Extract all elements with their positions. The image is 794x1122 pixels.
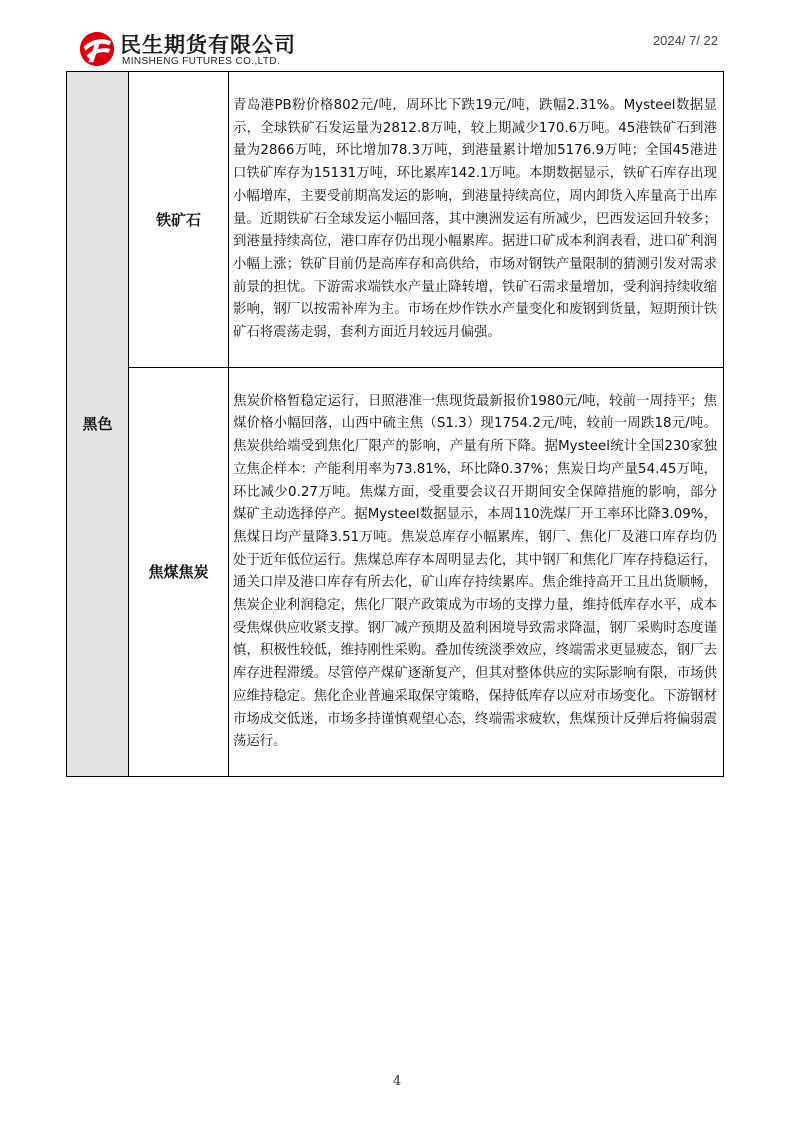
table-row xyxy=(67,72,724,368)
page-number: 4 xyxy=(392,1074,402,1089)
item-cell-coke-coal: 焦煤焦炭 xyxy=(129,367,229,776)
minsheng-logo-icon xyxy=(78,30,116,68)
item-cell-iron-ore: 铁矿石 xyxy=(129,72,229,368)
analysis-text-iron-ore: 青岛港PB粉价格802元/吨，周环比下跌19元/吨，跌幅2.31%。Mysteel数据显示，全球铁矿石发运量为2812.8万吨，较上期减少170.6万吨。45港铁矿石到港量为2866万吨，环比增加78.3万吨，到港量累计增加5176.9万吨；全国45港进口铁矿库存为15131万吨，环比累库142.1万吨。本期数据显示，铁矿石库存出现小幅增库，主要受前期高发运的影响，到港量持续高位，周内卸货入库量高于出库量。近期铁矿石全球发运小幅回落，其中澳洲发运有所减少，巴西发运回升较多；到港量持续高位，港口库存仍出现小幅累库。据进口矿成本利润表看，进口矿利润小幅上涨；铁矿目前仍是高库存和高供给，市场对钢铁产量限制的猜测引发对需求前景的担忧。下游需求端铁水产量止降转增，铁矿石需求量增加，受利润持续收缩影响，钢厂以按需补库为主。市场在炒作铁水产量变化和废钢到货量，短期预计铁矿石将震荡走弱，套利方面近月较远月偏强。 xyxy=(229,72,724,368)
report-date: 2024/ 7/ 22 xyxy=(652,33,718,48)
company-name-cn: 民生期货有限公司 xyxy=(120,33,296,57)
company-name-en: MINSHENG FUTURES CO.,LTD. xyxy=(122,56,281,67)
page-header xyxy=(0,0,794,72)
analysis-text-coke-coal: 焦炭价格暂稳定运行，日照港准一焦现货最新报价1980元/吨，较前一周持平；焦煤价格小幅回落，山西中硫主焦（S1.3）现1754.2元/吨，较前一周跌18元/吨。焦炭供给端受到焦化厂限产的影响，产量有所下降。据Mysteel统计全国230家独立焦企样本：产能利用率为73.81%，环比降0.37%；焦炭日均产量54.45万吨，环比减少0.27万吨。焦煤方面，受重要会议召开期间安全保障措施的影响，部分煤矿主动选择停产。据Mysteel数据显示，本周110洗煤厂开工率环比降3.09%，焦煤日均产量降3.51万吨。焦炭总库存小幅累库，钢厂、焦化厂及港口库存均仍处于近年低位运行。焦煤总库存本周明显去化，其中钢厂和焦化厂库存持稳运行，通关口岸及港口库存有所去化，矿山库存持续累库。焦企维持高开工且出货顺畅，焦炭企业利润稳定，焦化厂限产政策成为市场的支撑力量，维持低库存水平，成本受焦煤供应收紧支撑。钢厂减产预期及盈利困境导致需求降温，钢厂采购时态度谨慎，积极性较低，维持刚性采购。叠加传统淡季效应，终端需求更显疲态，钢厂去库存进程滞缓。尽管停产煤矿逐渐复产，但其对整体供应的实际影响有限，市场供应维持稳定。焦化企业普遍采取保守策略，保持低库存以应对市场变化。下游钢材市场成交低迷，市场多持谨慎观望心态，终端需求疲软，焦煤预计反弹后将偏弱震荡运行。 xyxy=(229,367,724,776)
category-cell: 黑色 xyxy=(67,72,129,777)
table-row xyxy=(67,367,724,776)
commodity-analysis-table xyxy=(66,71,724,777)
